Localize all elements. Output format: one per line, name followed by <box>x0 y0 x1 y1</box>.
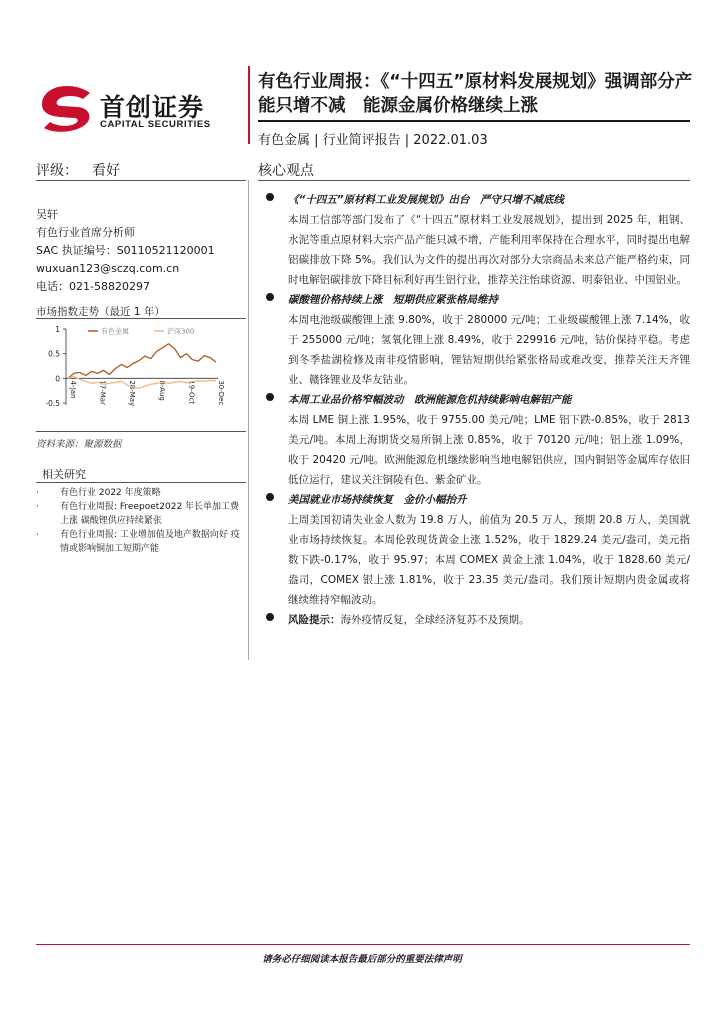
chart-legend-label: 有色金属 <box>101 327 129 336</box>
chart-series-line <box>68 344 216 379</box>
footer-rule <box>36 944 690 945</box>
legal-disclaimer: 请务必仔细阅读本报告最后部分的重要法律声明 <box>262 954 462 965</box>
analyst-name: 吴轩 <box>36 208 58 221</box>
bullet-dot-icon: · <box>36 530 39 540</box>
risk-item <box>264 610 690 630</box>
related-item-text: 有色行业周报: 工业增加值及地产数据向好 疫情或影响铜加工短期产能 <box>60 530 240 554</box>
related-item[interactable] <box>36 500 246 528</box>
bullet-icon <box>266 493 274 501</box>
core-view-body: 本周电池级碳酸锂上涨 9.80%，收于 280000 元/吨；工业级碳酸锂上涨 7.14%，收于 255000 元/吨；氢氧化锂上涨 8.49%，收于 229916 元/吨，钴价保持平稳。考虑到冬季盐湖检修及南非疫情影响，锂钴短期供给紧张格局或难改变，推荐关注天齐锂业、赣锋锂业及华友钴业。 <box>288 314 690 386</box>
core-view-body: 本周工信部等部门发布了《“十四五”原材料工业发展规划》，提出到 2025 年，粗钢、水泥等重点原材料大宗产品产能只减不增，产能利用率保持在合理水平，同时提出电解铝碳排放下降 5%。我们认为文件的提出再次对部分大宗商品未来总产能严格约束，同时电解铝碳排放下降目标利好再生铝行业，推荐关注怡球资源、明泰铝业、中国铝业。 <box>288 214 690 286</box>
logo-mark-icon <box>38 84 96 132</box>
right-rule <box>258 180 690 181</box>
core-view-heading: 美国就业市场持续恢复 金价小幅抬升 <box>288 494 467 506</box>
chart-title: 市场指数走势（最近 1 年） <box>36 306 165 318</box>
analyst-email[interactable]: wuxuan123@sczq.com.cn <box>36 262 180 275</box>
related-research-title: 相关研究 <box>42 468 86 481</box>
core-view-item <box>264 290 690 390</box>
report-subhead: 有色金属 | 行业简评报告 | 2022.01.03 <box>258 133 488 148</box>
core-view-item <box>264 390 690 490</box>
rating <box>36 160 120 180</box>
chart-legend-label: 沪深300 <box>167 327 195 336</box>
report-title: 有色行业周报：《“十四五”原材料发展规划》强调部分产能只增不减 能源金属价格继续上涨 <box>258 72 693 116</box>
chart-x-tick-label: 19-Oct <box>187 380 196 405</box>
chart-y-tick-label: -0.5 <box>45 399 60 408</box>
rating-value: 看好 <box>92 163 120 179</box>
title-rule <box>258 120 690 122</box>
chart-y-tick-label: 0 <box>55 374 60 384</box>
chart-x-tick-label: 30-Dec <box>217 380 225 406</box>
chart-y-tick-label: 0.5 <box>48 349 60 359</box>
header-divider <box>248 66 250 144</box>
market-index-chart <box>36 318 246 432</box>
bullet-dot-icon: · <box>36 488 39 498</box>
analyst-phone: 电话：021-58820297 <box>36 280 150 293</box>
analyst-sac: SAC 执证编号：S0110521120001 <box>36 244 215 257</box>
core-view-body: 本周 LME 铜上涨 1.95%，收于 9755.00 美元/吨；LME 铝下跌-0.85%，收于 2813 美元/吨。本周上海期货交易所铜上涨 0.85%，收于 70120 元/吨；铝上涨 1.09%，收于 20420 元/吨。欧洲能源危机继续影响当地电解铝供应，国内铜铝等金属库存依旧低位运行，建议关注铜陵有色、紫金矿业。 <box>288 414 690 486</box>
core-view-heading: 碳酸锂价格持续上涨 短期供应紧张格局维持 <box>288 294 498 306</box>
core-views-title: 核心观点 <box>258 163 314 179</box>
risk-label: 风险提示： <box>288 614 341 626</box>
core-view-item <box>264 490 690 610</box>
bullet-icon <box>266 293 274 301</box>
risk-text: 海外疫情反复，全球经济复苏不及预期。 <box>340 614 530 626</box>
chart-x-tick-label: 8-Aug <box>157 380 166 401</box>
chart-y-tick-label: 1 <box>55 325 60 334</box>
core-view-item <box>264 190 690 290</box>
column-divider <box>248 180 249 660</box>
core-view-body: 上周美国初请失业金人数为 19.8 万人，前值为 20.5 万人，预期 20.8 万人，美国就业市场持续恢复。本周伦敦现货黄金上涨 1.52%，收于 1829.24 美元/盎司，美元指数下跌-0.17%，收于 95.97；本周 COMEX 黄金上涨 1.04%，收于 1828.60 美元/盎司，COMEX 银上涨 1.81%，收于 23.35 美元/盎司。我们预计短期内贵金属或将继续维持窄幅波动。 <box>288 514 690 606</box>
chart-x-tick-label: 4-Jan <box>69 380 77 399</box>
related-item[interactable] <box>36 486 246 500</box>
analyst-info <box>36 206 215 296</box>
logo-name-cn: 首创证券 <box>100 93 205 122</box>
bullet-icon <box>266 393 274 401</box>
analyst-role: 有色行业首席分析师 <box>36 226 135 239</box>
core-views-list <box>264 190 690 630</box>
related-item[interactable] <box>36 528 246 556</box>
core-view-heading: 本周工业品价格窄幅波动 欧洲能源危机持续影响电解铝产能 <box>288 394 572 406</box>
chart-x-tick-label: 28-May <box>128 380 137 407</box>
bullet-dot-icon: · <box>36 502 39 512</box>
core-view-heading: 《“十四五”原材料工业发展规划》出台 严守只增不减底线 <box>288 194 565 206</box>
related-item-text: 有色行业 2022 年度策略 <box>60 488 161 498</box>
rating-label: 评级： <box>36 163 78 179</box>
related-research-list <box>36 486 246 556</box>
logo-name-en: CAPITAL SECURITIES <box>100 119 211 130</box>
chart-source: 资料来源：聚源数据 <box>36 439 122 450</box>
risk-note <box>288 610 690 630</box>
chart-x-tick-label: 17-Mar <box>98 380 107 405</box>
chart-svg <box>36 319 246 431</box>
related-item-text: 有色行业周报: Freepoet2022 年长单加工费上涨 碳酸锂供应持续紧张 <box>60 502 240 526</box>
related-rule <box>36 482 246 483</box>
bullet-icon <box>266 613 274 621</box>
left-rule <box>36 180 246 181</box>
bullet-icon <box>266 193 274 201</box>
